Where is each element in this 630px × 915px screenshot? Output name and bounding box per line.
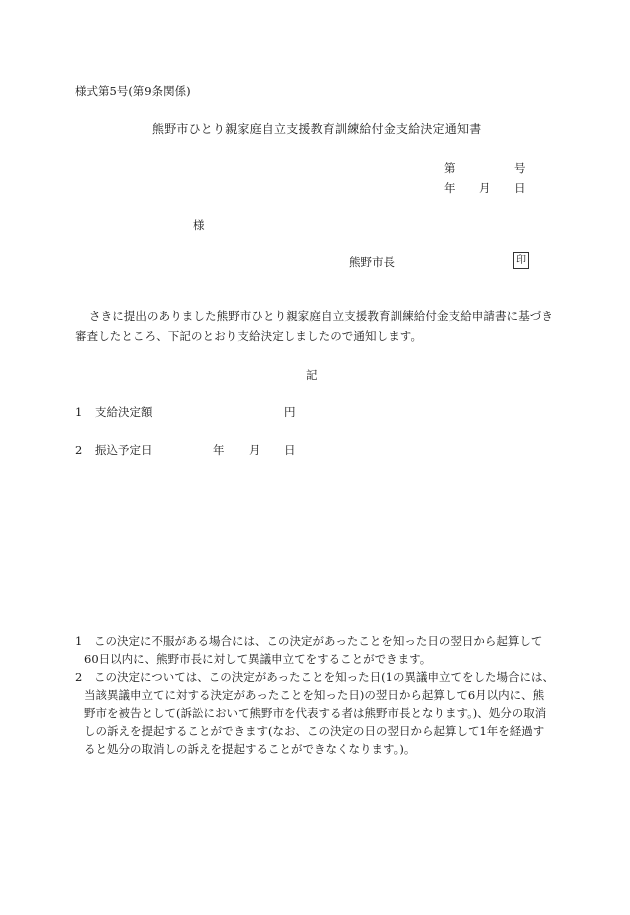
form-number: 様式第5号(第9条関係) (75, 84, 191, 98)
item-2-label: 振込予定日 (95, 443, 153, 457)
note-1 (75, 632, 555, 668)
document-title: 熊野市ひとり親家庭自立支援教育訓練給付金支給決定通知書 (152, 122, 482, 136)
seal-mark: 印 (513, 252, 529, 269)
note-1-text: この決定に不服がある場合には、この決定があったことを知った日の翌日から起算して60日以内に、熊野市長に対して異議申立てをすることができます。 (84, 634, 543, 666)
note-2-number: 2 (75, 670, 83, 684)
body-paragraph: さきに提出のありました熊野市ひとり親家庭自立支援教育訓練給付金支給申請書に基づき審査したところ、下記のとおり支給決定しましたので通知します。 (75, 309, 553, 343)
issue-date-year: 年 (444, 181, 456, 195)
item-2-month: 月 (249, 443, 261, 457)
document-number-suffix: 号 (514, 161, 526, 175)
item-1-unit: 円 (284, 405, 296, 419)
item-2-day: 日 (284, 443, 296, 457)
ki-heading: 記 (306, 368, 318, 382)
note-1-number: 1 (75, 634, 83, 648)
item-1-number: 1 (75, 405, 83, 419)
issue-date-month: 月 (479, 181, 491, 195)
item-2-number: 2 (75, 443, 83, 457)
item-1-label: 支給決定額 (95, 405, 153, 419)
document-number-prefix: 第 (444, 161, 456, 175)
issue-date-day: 日 (514, 181, 526, 195)
issuer-name: 熊野市長 (349, 255, 395, 269)
note-2-text: この決定については、この決定があったことを知った日(1の異議申立てをした場合には、当該異議申立てに対する決定があったことを知った日)の翌日から起算して6月以内に、熊野市を被告として(訴訟において熊野市を代表する者は熊野市長となります。)、処分の取消しの訴えを提起することができます(なお、この決定の日の翌日から起算して1年を経過すると処分の取消しの訴えを提起することができなくなります。)。 (84, 670, 554, 756)
addressee-suffix: 様 (193, 218, 205, 232)
item-2-year: 年 (213, 443, 225, 457)
note-2 (75, 668, 555, 758)
